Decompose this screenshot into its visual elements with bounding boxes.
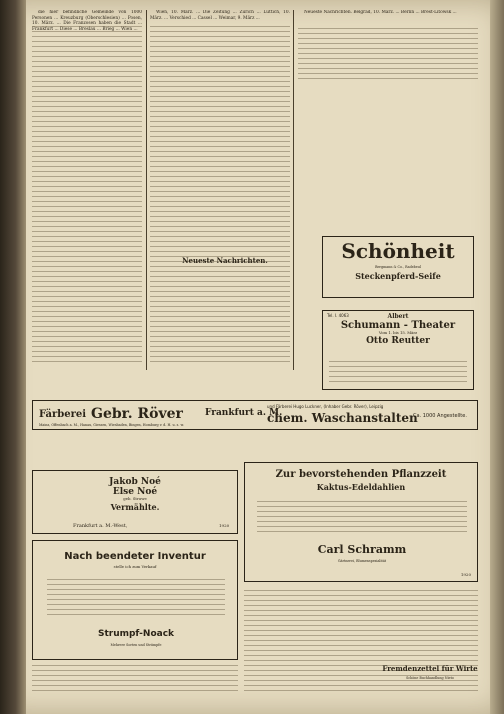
text-lines-3 — [298, 28, 478, 86]
noe-verm: Vermählte. — [110, 501, 160, 512]
fremdenzettel-sub: Schöne Buchhandlung Nieto — [406, 676, 454, 680]
theater-title: Schumann - Theater — [340, 320, 456, 331]
article-text: die hier befindliche Gemeinde von 1000 Personen ... Kreuzburg (Oberschlesien) ... Posen, 10. März. ... Die Franzosen haben die Stadt ... Frankfurt ... Diese ... Breslau ... Brieg ... Wien ... — [32, 10, 142, 32]
noe-geb: geb. Struwe — [123, 496, 147, 501]
pflanzzeit-year: 1920 — [460, 572, 471, 577]
pflanzzeit-footer: Gärtnerei, Blumenspezialität — [337, 559, 387, 563]
book-binding — [0, 0, 26, 714]
theater-ad — [322, 310, 474, 390]
noe-name2: Else Noé — [112, 487, 158, 497]
pflanzzeit-lines — [257, 501, 467, 537]
noe-announcement — [32, 470, 238, 534]
section-heading: Neueste Nachrichten. — [182, 256, 268, 265]
inventur-name: Strumpf-Noack — [97, 629, 175, 639]
pflanzzeit-title: Zur bevorstehenden Pflanzzeit — [275, 469, 447, 480]
theater-name: Albert — [387, 313, 409, 320]
ad-maker: Bergmann & Co., Radebeul — [375, 265, 421, 269]
column-rule — [293, 10, 294, 370]
ad-subtitle: Steckenpferd-Seife — [355, 271, 441, 282]
column-rule — [146, 10, 147, 370]
pflanzzeit-sub: Kaktus-Edeldahlien — [316, 482, 406, 492]
roever-banner — [32, 400, 478, 430]
inventur-ad — [32, 540, 238, 660]
roever-name: Gebr. Röver — [91, 406, 183, 422]
theater-line2: Otto Reutter — [366, 335, 430, 346]
inventur-extra: Mehrere Sorten und Strümpfe — [110, 643, 162, 647]
pflanzzeit-ad — [244, 462, 478, 582]
pflanzzeit-name: Carl Schramm — [317, 543, 407, 556]
noe-year: 1920 — [219, 523, 230, 528]
luckner-line3: Ca. 1000 Angestellte. — [413, 413, 467, 419]
theater-line1: Vom 1. bis 15. März — [378, 330, 418, 335]
fremdenzettel: Fremdenzettel für Wirte — [382, 664, 478, 673]
roever-city: Frankfurt a. M. — [205, 408, 283, 418]
inventur-lines — [47, 579, 225, 619]
luckner-line1: und Färberei Hugo Luckner, (Inhaber Gebr. Röver), Leipzig — [267, 404, 384, 409]
schonheit-ad — [322, 236, 474, 298]
article-text: Wien, 10. März. ... Die Zeitung ... Zürich ... Lüttich, 10. März. ... Verschied ... Cassel ... Weimar, 9. März ... — [150, 10, 290, 21]
page-edge — [490, 0, 504, 714]
noe-name1: Jakob Noé — [109, 477, 161, 487]
theater-program — [329, 361, 467, 387]
inventur-sub: stelle ich zum Verkauf — [113, 564, 157, 569]
inventur-title: Nach beendeter Inventur — [64, 551, 206, 562]
text-lines-1 — [32, 26, 142, 371]
article-text: Neueste Nachrichten. Belgrad, 10. März. ... Berlin ... Brest-Litowsk ... — [304, 10, 457, 15]
roever-left: Färberei — [39, 409, 87, 420]
roever-sub: Mainz, Offenbach a. M., Hanau, Giessen, Wiesbaden, Bingen, Homburg v. d. H. u. s. w. — [39, 423, 184, 427]
text-lines-2 — [150, 26, 290, 371]
bottom-ads — [32, 665, 238, 695]
luckner-line2: chem. Waschanstalten — [267, 411, 418, 425]
theater-tel: Tel. I. 4063 — [327, 313, 349, 318]
noe-place: Frankfurt a. M.-West, — [73, 523, 128, 529]
ad-title: Schönheit — [341, 239, 455, 263]
